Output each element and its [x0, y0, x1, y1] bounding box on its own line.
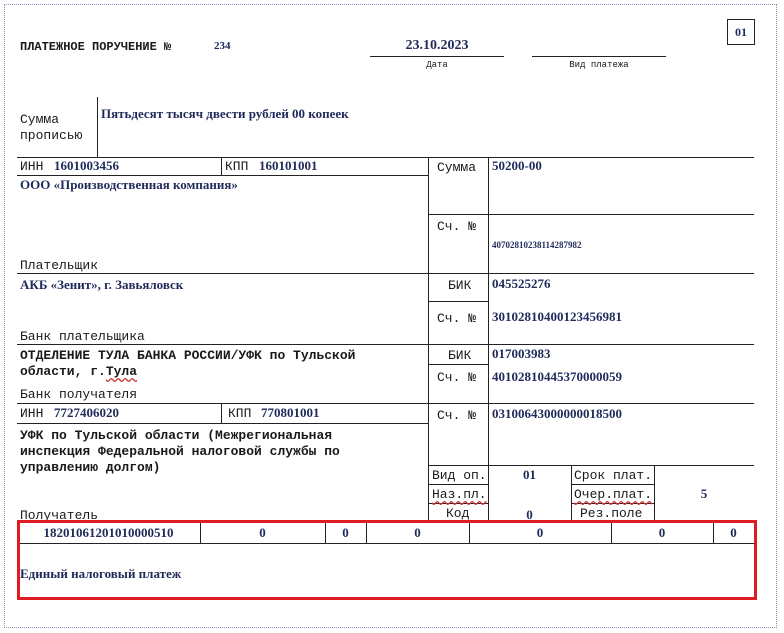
priority-value: 5 — [700, 486, 708, 501]
document-title: ПЛАТЕЖНОЕ ПОРУЧЕНИЕ № — [20, 40, 172, 54]
amount-value: 50200-00 — [492, 158, 542, 173]
code-label: Код — [446, 506, 470, 521]
tax-oktmo: 0 — [259, 525, 266, 540]
recipient-acc: 03100643000000018500 — [492, 406, 622, 421]
tax-basis: 0 — [342, 525, 349, 540]
recipient-bank-name-line2: области, г.Тула — [20, 364, 138, 379]
form-code-box — [727, 19, 755, 45]
op-type-label: Вид оп. — [432, 468, 487, 483]
code-value: 0 — [526, 507, 533, 522]
recipient-bank-bik: 017003983 — [492, 346, 551, 361]
recipient-kpp-label: КПП — [228, 406, 252, 421]
reserve-label: Рез.поле — [580, 506, 643, 521]
payment-purpose: Единый налоговый платеж — [20, 566, 182, 581]
recipient-bank-bik-label: БИК — [448, 348, 472, 363]
document-number: 234 — [214, 40, 231, 52]
payer-kpp-label: КПП — [225, 159, 249, 174]
recipient-inn: 7727406020 — [54, 405, 119, 420]
recipient-acc-label: Сч. № — [437, 408, 477, 423]
payment-type-label: Вид платежа — [569, 60, 629, 70]
amount-words-value: Пятьдесят тысяч двести рублей 00 копеек — [101, 106, 349, 121]
recipient-name-line3: управлению долгом) — [20, 460, 161, 475]
payer-inn: 1601003456 — [54, 158, 119, 173]
payer-label: Плательщик — [20, 258, 99, 273]
amount-label: Сумма — [437, 160, 477, 175]
payer-account: 40702810238114287982 — [492, 240, 582, 250]
recipient-label: Получатель — [20, 508, 99, 523]
tax-kbk: 18201061201010000510 — [43, 525, 174, 540]
recipient-bank-acc: 40102810445370000059 — [492, 369, 622, 384]
recipient-bank-label: Банк получателя — [20, 387, 138, 402]
priority-label: Очер.плат. — [574, 487, 653, 502]
recipient-bank-acc-label: Сч. № — [437, 370, 477, 385]
payer-bank-name: АКБ «Зенит», г. Завьяловск — [20, 277, 184, 292]
date-label: Дата — [426, 60, 448, 70]
payer-bank-bik-label: БИК — [448, 278, 472, 293]
tax-period: 0 — [414, 525, 421, 540]
recipient-inn-label: ИНН — [20, 406, 44, 421]
document-date: 23.10.2023 — [405, 38, 469, 53]
payer-account-label: Сч. № — [437, 219, 477, 234]
recipient-kpp: 770801001 — [261, 405, 320, 420]
payer-bank-bik: 045525276 — [492, 276, 551, 291]
payer-kpp: 160101001 — [259, 158, 318, 173]
payer-inn-label: ИНН — [20, 159, 44, 174]
tax-doc-date: 0 — [658, 525, 666, 540]
highlight-box — [17, 520, 757, 600]
tax-doc-number: 0 — [536, 525, 544, 540]
term-label: Срок плат. — [574, 468, 653, 483]
form-code: 01 — [735, 25, 747, 39]
payer-name: ООО «Производственная компания» — [20, 177, 238, 192]
op-type: 01 — [523, 467, 536, 482]
recipient-bank-name: ОТДЕЛЕНИЕ ТУЛА БАНКА РОССИИ/УФК по Тульской — [20, 348, 356, 363]
amount-words-label-2: прописью — [20, 128, 83, 143]
payer-bank-label: Банк плательщика — [20, 329, 145, 344]
recipient-name-line2: инспекция Федеральной налоговой службы по — [20, 444, 340, 459]
recipient-name-line1: УФК по Тульской области (Межрегиональная — [20, 428, 333, 443]
purpose-code-label: Наз.пл. — [432, 487, 487, 502]
tax-type: 0 — [730, 525, 737, 540]
amount-words-label: Сумма — [20, 112, 60, 127]
payer-bank-acc: 30102810400123456981 — [492, 309, 622, 324]
payer-bank-acc-label: Сч. № — [437, 311, 477, 326]
